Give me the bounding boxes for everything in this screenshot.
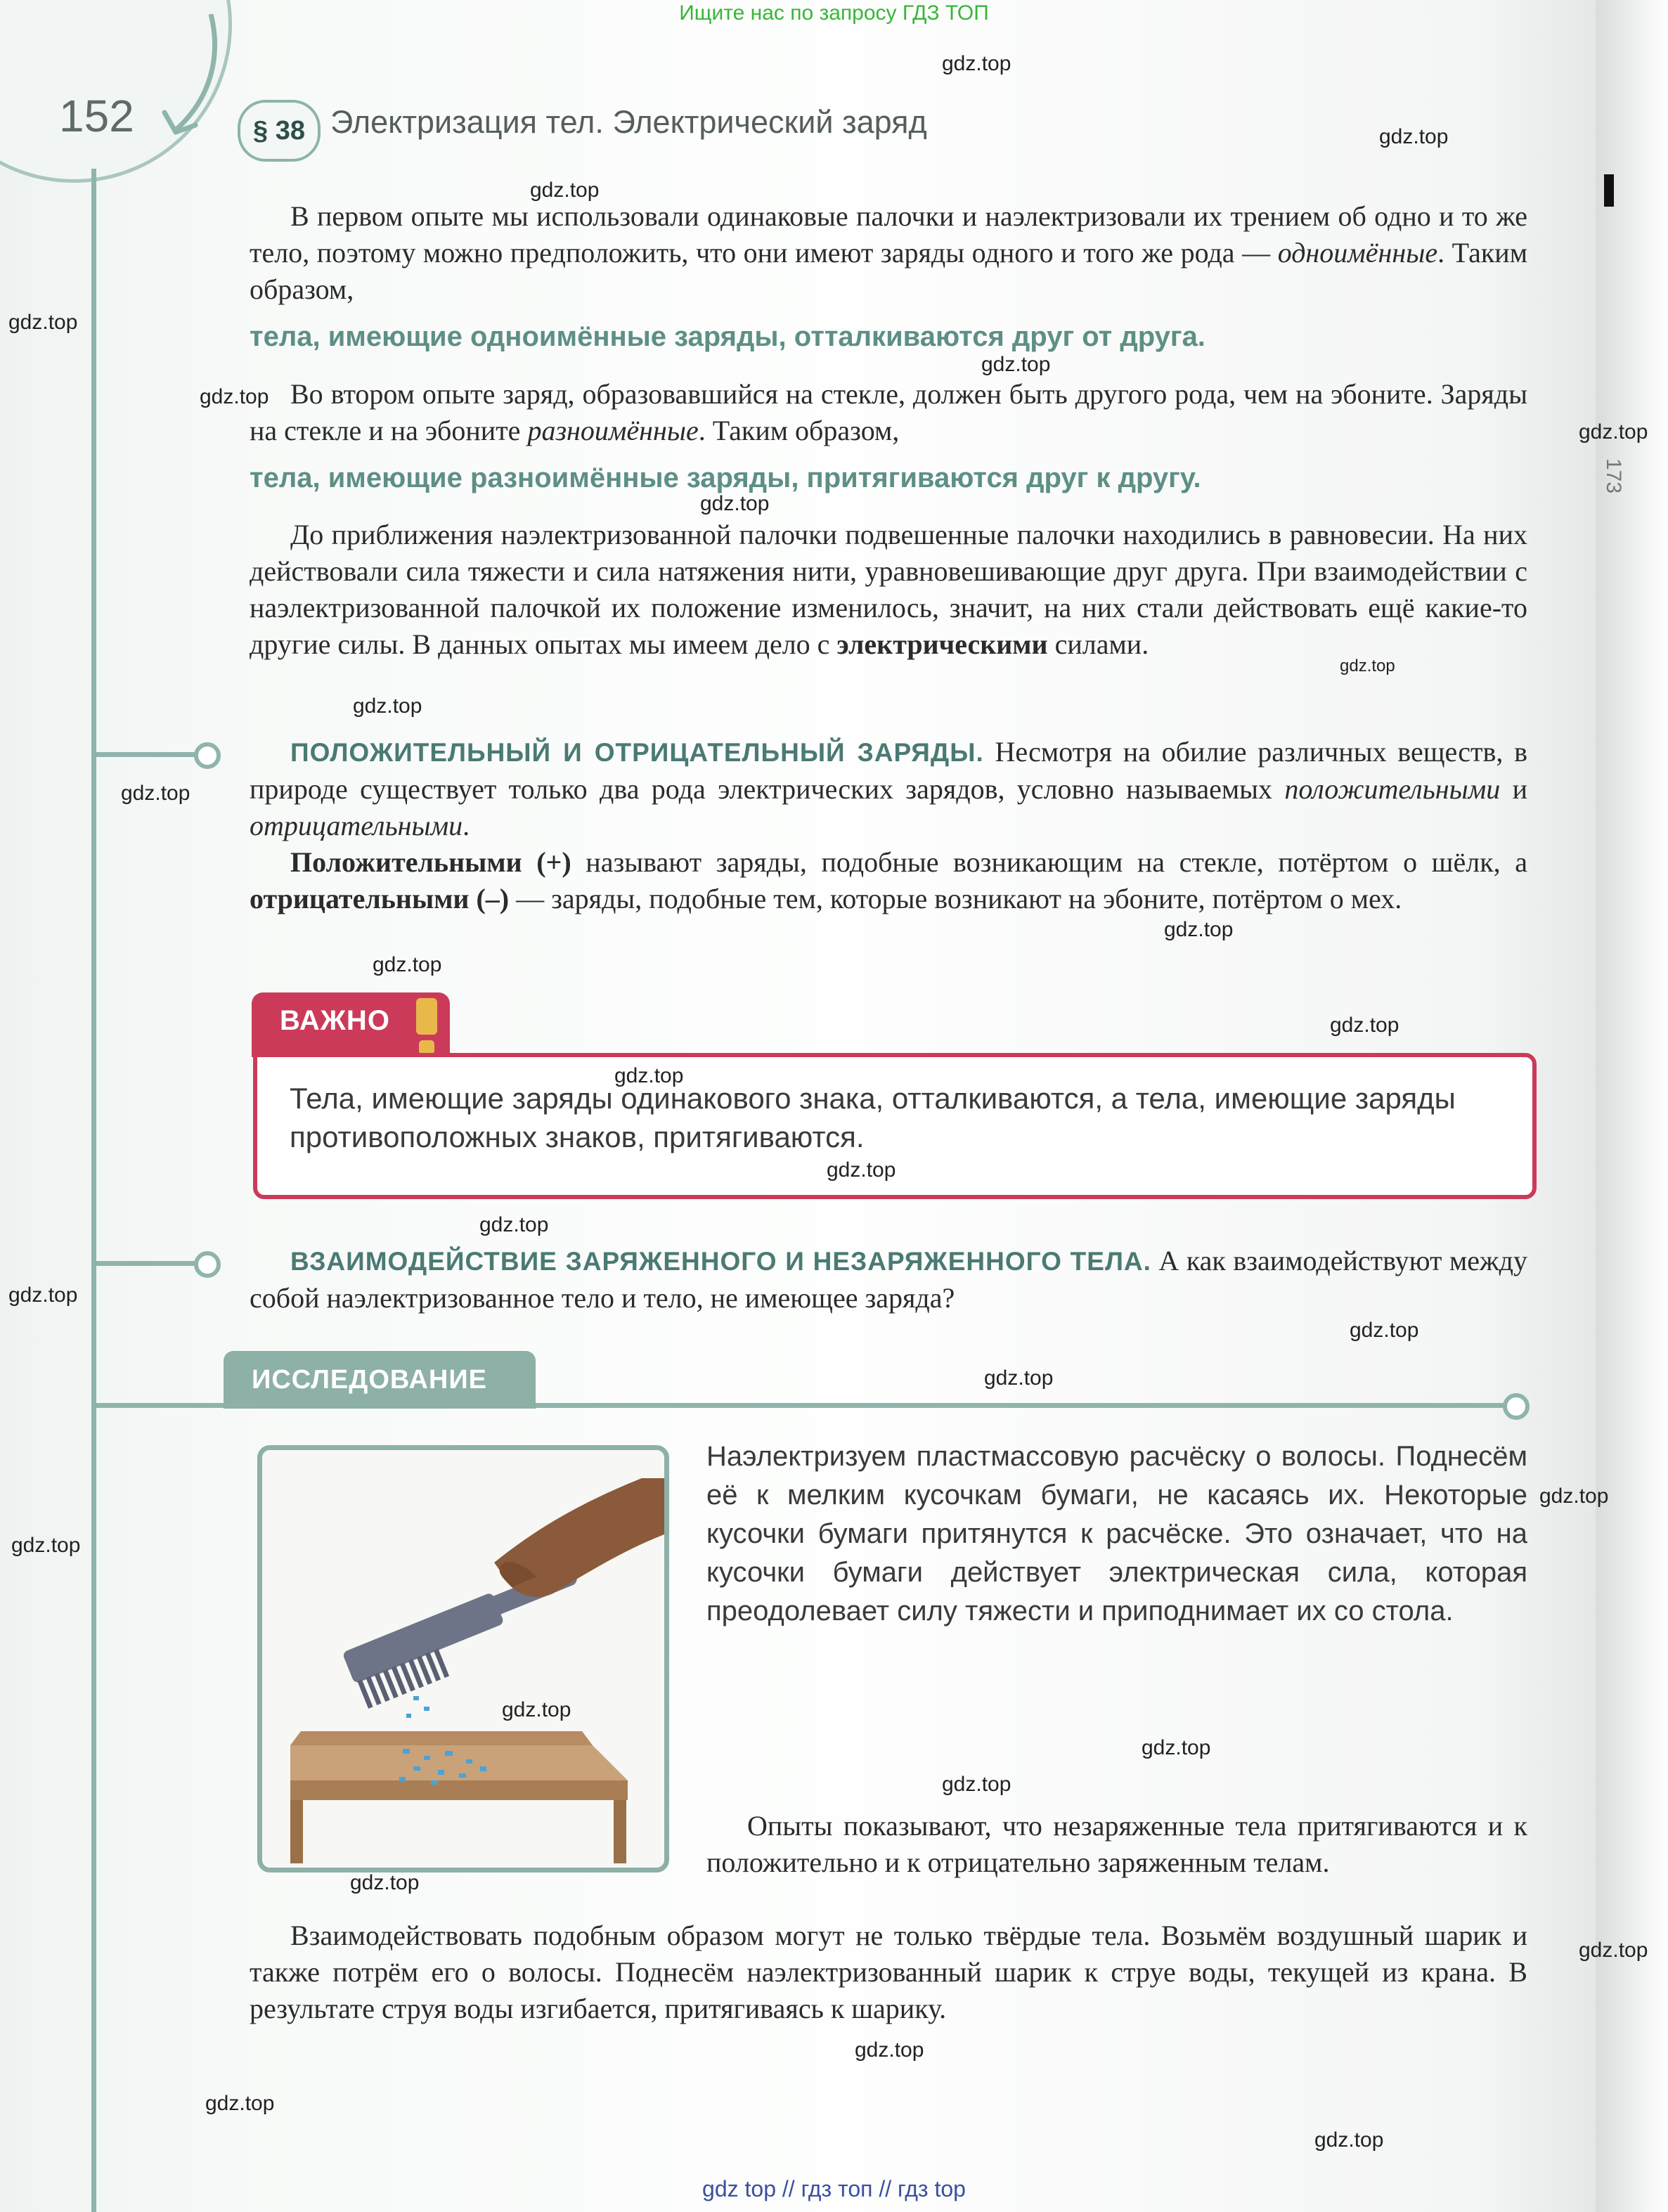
watermark[interactable]: gdz.top [1314,2128,1384,2152]
watermark[interactable]: gdz.top [479,1213,549,1236]
watermark[interactable]: gdz.top [8,1283,78,1307]
watermark[interactable]: gdz.top [502,1698,571,1721]
intro-paragraph-2: Во втором опыте заряд, образовавшийся на стекле, должен быть другого рода, чем на эбоните. Заряды на стекле и на эбоните разноимённые. Таким образом, [250,378,1527,446]
research-text: Наэлектризуем пластмассовую расчёску о волосы. Поднесём её к мелким кусочкам бумаги, не касаясь их. Некоторые кусочки бумаги притянутся к расчёске. Это означает, что на кусочки бумаги действует электрическая сила, которая преодолевает силу тяжести и приподнимает их со стола. [706,1441,1527,1626]
important-label: ВАЖНО [280,1005,390,1036]
timeline-line [91,169,96,2212]
chapter-title: Электризация тел. Электрический заряд [330,104,927,140]
paragraph-badge: § 38 [238,100,321,162]
watermark[interactable]: gdz.top [1330,1014,1399,1037]
emphasis: одноимённые [1277,237,1438,269]
comb-paper-illustration [257,1445,669,1873]
section-heading-interaction: ВЗАИМОДЕЙСТВИЕ ЗАРЯЖЕННОГО И НЕЗАРЯЖЕННОГО ТЕЛА. [290,1247,1151,1276]
watermark[interactable]: gdz.top [205,2092,275,2115]
watermark[interactable]: gdz.top [827,1158,896,1182]
rule-unlike-charges: тела, имеющие разноимённые заряды, притягиваются друг к другу. [250,463,1201,493]
watermark[interactable]: gdz.top [200,385,269,408]
watermark[interactable]: gdz.top [1379,125,1449,148]
watermark[interactable]: gdz.top [700,492,770,515]
watermark[interactable]: gdz.top [1350,1319,1419,1342]
watermark[interactable]: gdz.top [8,311,78,334]
emphasis: разноимённые [527,415,699,446]
watermark[interactable]: gdz.top [373,953,442,976]
curved-arrow-icon [155,14,232,141]
section-interaction: ВЗАИМОДЕЙСТВИЕ ЗАРЯЖЕННОГО И НЕЗАРЯЖЕННОГО ТЕЛА. А как взаимодействуют между собой наэлектризованное тело и тело, не имеющее заряда? [250,1245,1527,1314]
page-gutter [1596,0,1668,2212]
conclusion-paragraph-1: Опыты показывают, что незаряженные тела притягиваются и к положительно и к отрицательно заряженным телам. [706,1810,1527,1878]
bold-term: электрическими [836,628,1048,660]
important-text: Тела, имеющие заряды одинакового знака, отталкиваются, а тела, имеющие заряды противоположных знаков, притягиваются. [290,1082,1456,1153]
watermark[interactable]: gdz.top [530,179,600,202]
watermark[interactable]: gdz.top [855,2038,924,2062]
watermark[interactable]: gdz.top [981,353,1051,376]
watermark[interactable]: gdz.top [1142,1736,1211,1759]
watermark[interactable]: gdz.top [11,1534,81,1557]
section-charges: ПОЛОЖИТЕЛЬНЫЙ И ОТРИЦАТЕЛЬНЫЙ ЗАРЯДЫ. Несмотря на обилие различных веществ, в природе существует только два рода электрических зарядов, условно называемых положительными и отрицательными. Положительными (+) называют заряды, подобные возникающим на стекле, потёртом о шёлк, а отрицательными (–) — заряды, подобные тем, которые возникают на эбоните, потёртом о мех. [250,736,1527,914]
research-label: ИССЛЕДОВАНИЕ [252,1365,487,1395]
watermark[interactable]: gdz.top [1340,657,1395,675]
timeline-node [1503,1393,1530,1420]
watermark[interactable]: gdz.top [614,1064,684,1087]
footer-links[interactable]: gdz top // гдз топ // гдз top [702,2176,966,2201]
timeline-branch [91,1261,204,1266]
timeline-node [194,742,221,769]
conclusion-paragraph-2: Взаимодействовать подобным образом могут не только твёрдые тела. Возьмём воздушный шарик и также потрём его о волосы. Поднесём наэлектризованный шарик к струе воды, текущей из крана. В результате струя воды изгибается, притягиваясь к шарику. [250,1920,1527,2024]
rule-like-charges: тела, имеющие одноимённые заряды, отталкиваются друг от друга. [250,321,1205,352]
watermark[interactable]: gdz.top [942,52,1011,75]
watermark[interactable]: gdz.top [350,1871,420,1894]
timeline-branch [91,752,204,757]
edge-page-number: 173 [1602,458,1626,494]
timeline-node [194,1251,221,1278]
search-banner[interactable]: Ищите нас по запросу ГДЗ ТОП [679,1,989,25]
intro-paragraph-3: До приближения наэлектризованной палочки подвешенные палочки находились в равновесии. На них действовали сила тяжести и сила натяжения нити, уравновешивающие друг друга. При взаимодействии с наэлектризованной палочкой их положение изменилось, значит, на них стали действовать ещё какие-то другие силы. В данных опытах мы имеем дело с электрическими силами. [250,519,1527,660]
watermark[interactable]: gdz.top [1539,1485,1609,1508]
edge-mark [1604,174,1614,207]
watermark[interactable]: gdz.top [1579,420,1648,444]
watermark[interactable]: gdz.top [121,782,190,805]
watermark[interactable]: gdz.top [984,1366,1054,1390]
watermark[interactable]: gdz.top [1164,918,1234,941]
exclamation-icon [409,997,444,1057]
intro-paragraph-1: В первом опыте мы использовали одинаковые палочки и наэлектризовали их трением об одно и то же тело, поэтому можно предположить, что они имеют заряды одного и того же рода — одноимённые. Таким образом, [250,200,1528,305]
section-heading-charges: ПОЛОЖИТЕЛЬНЫЙ И ОТРИЦАТЕЛЬНЫЙ ЗАРЯДЫ. [290,738,984,767]
watermark[interactable]: gdz.top [353,694,422,718]
watermark[interactable]: gdz.top [1579,1939,1648,1962]
watermark[interactable]: gdz.top [942,1773,1011,1796]
page-number: 152 [59,91,134,141]
